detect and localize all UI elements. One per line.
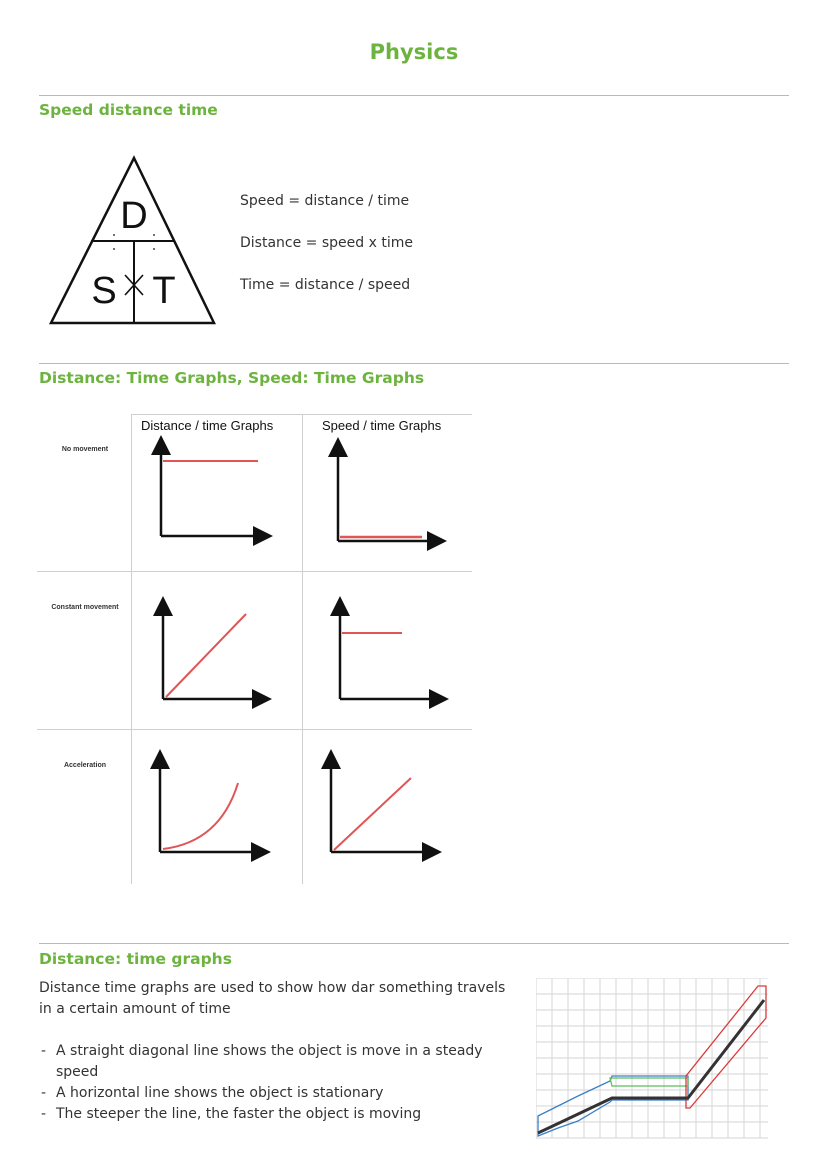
page-title: Physics xyxy=(369,40,459,64)
triangle-s: S xyxy=(91,270,117,312)
formula-distance: Distance = speed x time xyxy=(240,235,413,251)
highlight-green xyxy=(610,1078,688,1086)
section-heading-distance-time-graphs: Distance: time graphs xyxy=(39,950,232,968)
graph-distance-constant-movement xyxy=(163,601,267,699)
section-heading-graphs: Distance: Time Graphs, Speed: Time Graphs xyxy=(39,369,425,387)
graph-distance-no-movement xyxy=(161,440,268,536)
distance-time-grid-graph xyxy=(536,978,768,1140)
row-label-acceleration: Acceleration xyxy=(63,762,107,769)
graph-distance-acceleration xyxy=(160,754,266,852)
formula-time: Time = distance / speed xyxy=(240,277,411,293)
column-header-distance-time: Distance / time Graphs xyxy=(141,418,274,433)
list-item: - A horizontal line shows the object is stationary xyxy=(39,1083,489,1104)
graph-speed-no-movement xyxy=(338,442,442,541)
column-header-speed-time: Speed / time Graphs xyxy=(322,418,442,433)
graph-speed-acceleration xyxy=(331,754,437,852)
graph-speed-constant-movement xyxy=(340,601,444,699)
intro-paragraph: Distance time graphs are used to show how dar something travels in a certain amount of time xyxy=(39,980,506,1017)
triangle-t: T xyxy=(152,270,176,312)
list-item: - A straight diagonal line shows the object is move in a steady speed xyxy=(39,1041,489,1083)
section-heading-speed-distance-time: Speed distance time xyxy=(39,101,218,119)
formula-speed: Speed = distance / time xyxy=(240,193,410,209)
divider xyxy=(39,943,789,944)
list-item: - The steeper the line, the faster the object is moving xyxy=(39,1104,489,1125)
bullet-list xyxy=(39,1041,489,1125)
row-label-constant-movement: Constant movement xyxy=(51,604,119,611)
row-label-no-movement: No movement xyxy=(61,446,109,453)
triangle-d: D xyxy=(120,195,148,237)
